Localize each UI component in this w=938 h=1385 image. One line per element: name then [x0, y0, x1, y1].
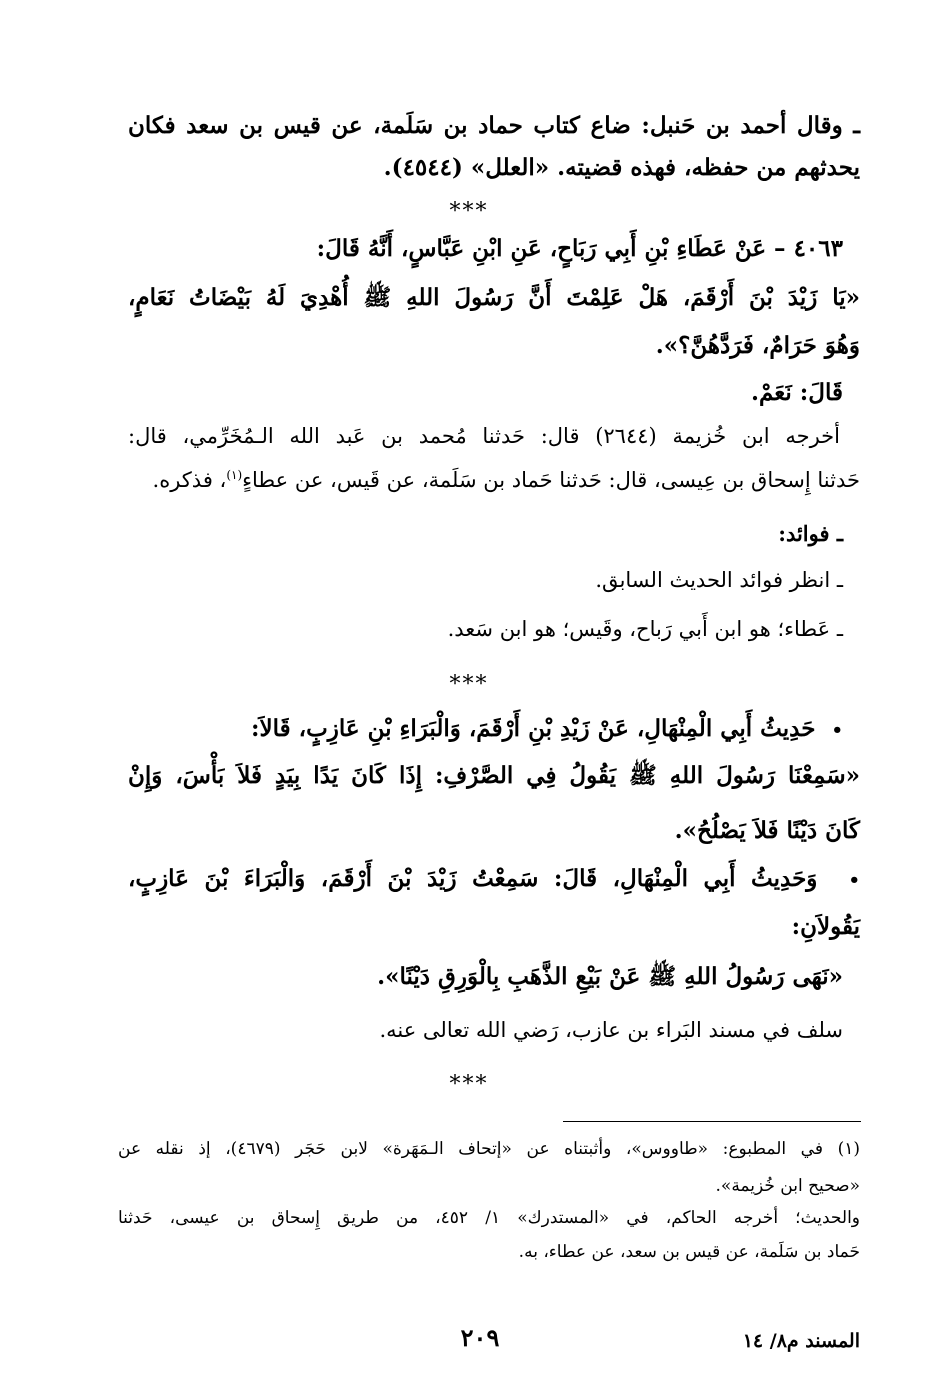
takhrij-line-2	[153, 468, 860, 492]
section-divider-stars: ***	[449, 199, 489, 224]
hadith-abu-minhal-2-end: يَقُولاَنِ:	[791, 913, 860, 940]
hadith-abu-minhal-2	[128, 866, 860, 892]
hadith-abu-minhal-1	[251, 716, 843, 742]
takhrij-line-1: أخرجه ابن خُزيمة (٢٦٤٤) قال: حَدثنا مُحمد بن عَبد الله الـمُخَرِّمي، قال:	[128, 424, 840, 448]
section-divider-stars: ***	[449, 672, 489, 697]
bullet-icon: •	[831, 720, 843, 741]
section-divider-stars: ***	[449, 1072, 489, 1097]
line-ahmad-quote: ـ وقال أحمد بن حَنبل: ضاع كتاب حماد بن سَلَمة، عن قيس بن سعد فكان	[128, 112, 860, 139]
line-ilal-citation: يحدثهم من حفظه، فهذه قضيته. «العلل» (٤٥٤٤).	[383, 154, 860, 181]
bullet-icon: •	[848, 870, 860, 891]
footnote-1-line-3: والحديث؛ أخرجه الحاكم، في «المستدرك» ١/ ٤٥٢، من طريق إِسحاق بن عيسى، حَدثنا	[118, 1208, 861, 1228]
page-number: ٢٠٩	[460, 1323, 500, 1352]
footnote-marker[interactable]: (١)	[226, 468, 243, 482]
benefit-2: ـ عَطاء؛ هو ابن أَبي رَباح، وقَيس؛ هو ابن سَعد.	[447, 617, 843, 641]
hadith-heading: ٤٠٦٣ – عَنْ عَطَاءِ بْنِ أَبِي رَبَاحٍ، عَنِ ابْنِ عَبَّاسٍ، أَنَّهُ قَالَ:	[316, 235, 843, 262]
footnote-1-line-4: حَماد بن سَلَمة، عن قيس بن سعد، عن عطاء، به.	[518, 1242, 860, 1262]
hadith-abu-minhal-2-text: وَحَدِيثُ أَبِي الْمِنْهَالِ، قَالَ: سَمِعْتُ زَيْدَ بْنَ أَرْقَمَ، وَالْبَرَاءَ بْنَ عَازِبٍ،	[128, 865, 818, 892]
takhrij-end: ، فذكره.	[152, 468, 227, 492]
footnote-1-line-1: (١) في المطبوع: «طاووس»، وأثبتناه عن «إتحاف الـمَهَرة» لابن حَجَر (٤٦٧٩)، إذ نقله عن	[118, 1139, 860, 1159]
sarf-text-line-1: «سَمِعْنَا رَسُولَ اللهِ ﷺ يَقُولُ فِي الصَّرْفِ: إِذَا كَانَ يَدًا بِيَدٍ فَلاَ بَأْسَ، وَإِنْ	[128, 762, 860, 789]
volume-signature: المسند م٨/ ١٤	[742, 1330, 860, 1352]
hadith-answer: قَالَ: نَعَمْ.	[750, 379, 843, 406]
hadith-text-line-2: وَهُوَ حَرَامٌ، فَرَدَّهُنَّ؟».	[655, 332, 860, 359]
nahy-hadith-text: «نَهَى رَسُولُ اللهِ ﷺ عَنْ بَيْعِ الذَّهَبِ بِالْوَرِقِ دَيْنًا».	[377, 963, 843, 990]
benefits-heading: ـ فوائد:	[778, 521, 843, 546]
sarf-text-line-2: كَانَ دَيْنًا فَلاَ يَصْلُحُ».	[674, 817, 860, 844]
hadith-abu-minhal-1-text: حَدِيثُ أَبِي الْمِنْهَالِ، عَنْ زَيْدِ بْنِ أَرْقَمَ، وَالْبَرَاءِ بْنِ عَازِبٍ، قَالاَ:	[251, 715, 816, 742]
benefit-1: ـ انظر فوائد الحديث السابق.	[595, 568, 843, 592]
takhrij-chain: حَدثنا إِسحاق بن عِيسى، قال: حَدثنا حَماد بن سَلَمة، عن قَيس، عن عطاءٍ	[242, 468, 860, 492]
hadith-text-line-1: «يَا زَيْدَ بْنَ أَرْقَمَ، هَلْ عَلِمْتَ أَنَّ رَسُولَ اللهِ ﷺ أُهْدِيَ لَهُ بَيْضَاتُ نَعَامٍ،	[128, 284, 860, 311]
footnote-1-line-2: «صحيح ابن خُزيمة».	[715, 1176, 860, 1196]
footnote-separator	[563, 1121, 861, 1122]
cross-reference: سلف في مسند البَراء بن عازب، رَضي الله تعالى عنه.	[379, 1018, 843, 1042]
